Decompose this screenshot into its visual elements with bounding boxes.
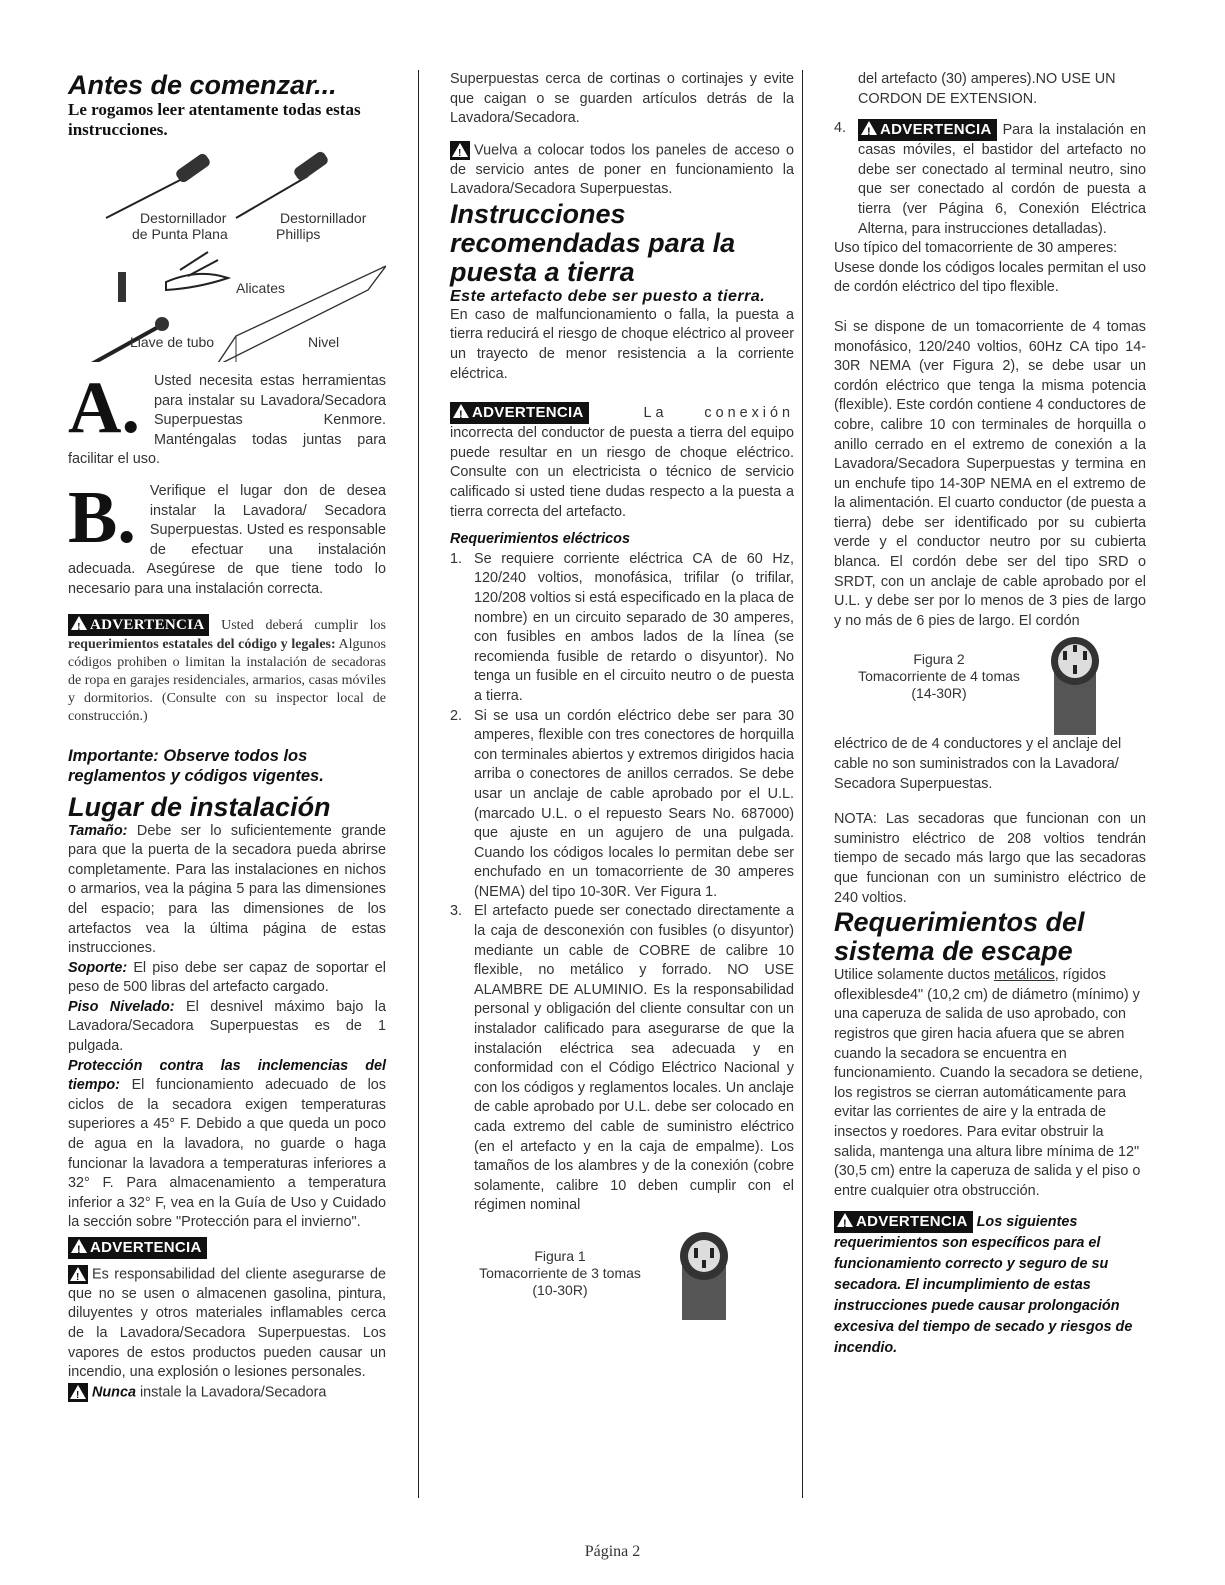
ground-subheading: Este artefacto debe ser puesto a tierra.: [450, 287, 766, 305]
figure-1-title: Figura 1: [534, 1247, 586, 1264]
warning-icon: !: [450, 141, 470, 160]
section-b-text: Verifique el lugar don de desea instalar la Lavadora/ Secadora Superpuestas. Usted es responsable de efectuar una instalación adecuada. Asegúrese de que tiene todo lo necesario para una instalación correcta.: [68, 482, 386, 597]
escape-text: Utilice solamente ductos metálicos, rígidos oflexiblesde4" (10,2 cm) de diámetro (mínimo) y una caperuza de salida de uso aprobado, con registros que giren hacia afuera que se abren cuando la secadora se encuentra en funcionamiento. Cuando la secadora se detiene, los registros se cierran automáticamente para evitar las corrientes de aire y la entrada de insectos y roedores. Para evitar obstruir la salida, mantenga una altura libre mínima de 12" (30,5 cm) entre la caperuza de salida y el piso o entre cualquier otra obstrucción.: [834, 967, 1143, 1199]
warning-badge-2: ! ADVERTENCIA: [68, 1237, 207, 1259]
piso-paragraph: Piso Nivelado: El desnivel máximo bajo la Lavadora/Secadora Superpuestas es de 1 pulgada.: [68, 998, 387, 1055]
nota-text: NOTA: Las secadoras que funcionan con un suministro eléctrico de 208 voltios tendrán tiempo de secado más largo que las secadoras que funcionan con un suministro eléctrico de 240 voltios.: [834, 811, 1146, 906]
tamano-paragraph: Tamaño: Debe ser lo suficientemente grande para que la puerta de la secadora pueda abrirse completamente. Para las instalaciones en nichos o armarios, vea la página 5 para las dimensiones del espacio; para las dimensiones de los artefactos vea la última página de estas instrucciones.: [68, 822, 387, 957]
column-2: [450, 70, 794, 1308]
intro-text: Le rogamos leer atentamente todas estas instrucciones.: [68, 100, 361, 139]
heading-escape: Requerimientos del sistema de escape: [834, 907, 1085, 967]
outlet-3-icon: [674, 1230, 734, 1322]
uso-text: Uso típico del tomacorriente de 30 amperes: Usese donde los códigos locales permitan el uso de cordón eléctrico del tipo flexible.: [834, 240, 1146, 296]
tools-drawing: [68, 140, 386, 362]
list-item: 1. Se requiere corriente eléctrica CA de 60 Hz, 120/240 voltios, monofásica, trifilar (o trifilar, 120/208 voltios si está especificado en la placa de nombre) en un circuito separado de 30 amperes, con fusibles en ambos lados de la línea (se recomienda fusible de retardo o disyuntor). No tenga un fusible en el circuito neutro o de puesta a tierra.: [450, 550, 795, 704]
proteccion-paragraph: Protección contra las inclemencias del tiempo: El funcionamiento adecuado de los ciclos de la secadora exigen temperaturas superiores a 45° F. Debido a que queda un poco de agua en la lavadora, no guarde o haga funcionar la lavadora a temperaturas inferiores a 32° F. Para almacenamiento a temperatura inferior a 32° F, vea en la Guía de Uso y Cuidado la sección sobre "Protección para el invierno".: [68, 1057, 387, 1231]
label-level: Nivel: [308, 334, 340, 350]
soporte-paragraph: Soporte: El piso debe ser capaz de soportar el peso de 500 libras del artefacto cargado.: [68, 959, 386, 996]
warning-icon: !: [68, 1383, 88, 1402]
label-flat-2: de Punta Plana: [132, 226, 228, 242]
figure-2-title: Figura 2: [913, 651, 965, 668]
figure-2: [834, 639, 1146, 735]
letter-b: B.: [68, 476, 136, 559]
tools-illustration: [68, 140, 386, 362]
ground-text: En caso de malfuncionamiento o falla, la puesta a tierra reducirá el riesgo de choque eléctrico al proveer un trayecto de menor resistencia a la corriente eléctrica.: [450, 306, 794, 382]
warning-badge: ! ADVERTENCIA: [450, 402, 589, 424]
vuelva-text: ! Vuelva a colocar todos los paneles de acceso o de servicio antes de poner en funcionamiento la Lavadora/Secadora Superpuestas.: [450, 142, 794, 198]
warning-codes: ! ADVERTENCIA Usted deberá cumplir los requerimientos estatales del código y legales: Algunos códigos prohiben o limitan la instalación de secadoras de ropa en garajes residenciales, armarios, casas móviles y dormitorios. (Consulte con su inspector local de construcción.): [68, 614, 386, 726]
section-b: [68, 476, 386, 600]
figure-1-caption: Tomacorriente de 3 tomas: [479, 1264, 641, 1281]
warning-badge: ! ADVERTENCIA: [834, 1211, 973, 1233]
ground-warning: ! ADVERTENCIA La conexión incorrecta del conductor de puesta a tierra del equipo puede resultar en un riesgo de choque eléctrico. Consulte con un electricista o técnico de servicio calificado si usted tiene dudas respecto a la puesta a tierra correcta del artefacto.: [450, 404, 794, 520]
item3-continued: del artefacto (30) amperes).NO USE UN CORDON DE EXTENSION.: [858, 71, 1116, 107]
responsibility-text: ! Es responsabilidad del cliente asegurarse de que no se usen o almacenen gasolina, pintura, diluyentes y otros materiales inflamables cerca de la Lavadora/Secadora Superpuestas. Los vapores de estos productos pueden causar un incendio, una explosión o lesiones personales.: [68, 1266, 386, 1381]
cordon-text: eléctrico de de 4 conductores y el anclaje del cable no son suministrados con la Lavadora/ Secadora Superpuestas.: [834, 736, 1122, 792]
important-note: Importante: Observe todos los reglamentos y códigos vigentes.: [68, 746, 324, 785]
warning-icon: !: [68, 1265, 88, 1284]
outlet-4-icon: [1048, 633, 1102, 737]
column-rule-1: [418, 70, 419, 1498]
heading-instrucciones: Instrucciones recomendadas para la puesta a tierra: [450, 198, 736, 287]
figure-2-caption: Tomacorriente de 4 tomas: [858, 668, 1020, 685]
list-item: 4. ! ADVERTENCIA Para la instalación en casas móviles, el bastidor del artefacto no debe ser conectado al terminal neutro, sino que ser conectado al cordón de puesta a tierra (ver Página 6, Conexión Eléctrica Alterna, para instrucciones detalladas).: [834, 120, 1146, 237]
figure-2-code: (14-30R): [911, 685, 967, 702]
four-prong-text: Si se dispone de un tomacorriente de 4 tomas monofásico, 120/240 voltios, 60Hz CA tipo 14-30R NEMA (ver Figura 2), se debe usar un cordón eléctrico que tenga la misma potencia (flexible). Este cordón contiene 4 conductores de cobre, calibre 10 con terminales de horquilla o anillo cerrado en el extremo de conexión a la Lavadora/Secadora Superpuestas y termina en un enchufe tipo 14-30P NEMA en el extremo de la alimentación. El cuarto conductor (de puesta a tierra) debe ser identificado por su cubierta verde y el conductor neutro por su cubierta blanca. El cordón debe ser del tipo SRD o SRDT, con un anclaje de cable aprobado por el U.L. y debe ser por lo menos de 3 pies de largo y no más de 6 pies de largo. El cordón: [834, 318, 1146, 629]
column-3: [834, 70, 1146, 1359]
heading-antes: Antes de comenzar...: [68, 70, 337, 100]
label-phillips-2: Phillips: [276, 226, 321, 242]
warning-badge: ! ADVERTENCIA: [68, 614, 209, 636]
continued-text: Superpuestas cerca de cortinas o cortinajes y evite que caigan o se guarden artículos detrás de la Lavadora/Secadora.: [450, 71, 794, 127]
label-flat-1: Destornillador: [140, 210, 227, 226]
requerimientos-subheading: Requerimientos eléctricos: [450, 531, 630, 548]
list-item: 3. El artefacto puede ser conectado directamente a la caja de desconexión con fusibles (o disyuntor) mediante un cable de COBRE de calibre 10 flexible, no metálico y forrado. NO USE ALAMBRE DE ALUMINIO. Es la responsabilidad personal y obligación del cliente consultar con un instalador calificado para asegurarse de que la instalación eléctrica sea adecuada y en conformidad con el Código Eléctrico Nacional y con los códigos y reglamentos locales. Un anclaje de cable aprobado por U.L. debe ser colocado en cada extremo del cable de suministro eléctrico (en el artefacto y en la caja de empalme). Los tamaños de los alambres y de la conexión (cobre solamente, calibre 10 deben cumplir con el régimen nominal: [450, 903, 794, 1214]
letter-a: A.: [68, 367, 140, 449]
label-wrench: Llave de tubo: [130, 334, 215, 350]
list-item: 2. Si se usa un cordón eléctrico debe ser para 30 amperes, flexible con tres conectores de horquilla con terminales abiertos y extremos dirigidos hacia arriba o conectores de anillos cerrados. Se debe usar un anclaje de cable aprobado por el U.L. (marcado U.L. o el repuesto Sears No. 687000) que ajuste en un agujero de una pulgada. Cuando los códigos locales lo permitan debe ser enchufado en un tomacorriente de 30 amperes (NEMA) del tipo 10-30R. Ver Figura 1.: [450, 707, 794, 900]
figure-1-code: (10-30R): [532, 1281, 588, 1298]
heading-lugar: Lugar de instalación: [68, 791, 331, 822]
column-rule-2: [802, 70, 803, 1498]
nunca-text: ! Nunca instale la Lavadora/Secadora: [68, 1383, 386, 1403]
figure-1: [450, 1230, 794, 1308]
column-1: [68, 70, 386, 1403]
requirements-list: [450, 550, 794, 1216]
final-warning: ! ADVERTENCIA Los siguientes requerimientos son específicos para el funcionamiento correcto y seguro de su secadora. El incumplimiento de estas instrucciones puede causar prolongación excesiva del tiempo de secado y riesgos de incendio.: [834, 1213, 1133, 1357]
section-a: [68, 367, 386, 470]
requirements-list-cont: [834, 119, 1146, 239]
label-phillips-1: Destornillador: [280, 210, 367, 226]
page-number: Página 2: [584, 1543, 641, 1560]
label-pliers: Alicates: [236, 280, 286, 296]
warning-badge: ! ADVERTENCIA: [858, 119, 997, 141]
section-a-text: Usted necesita estas herramientas para instalar su Lavadora/Secadora Superpuestas Kenmore. Manténgalas todas juntas para facilitar el uso.: [68, 373, 386, 468]
